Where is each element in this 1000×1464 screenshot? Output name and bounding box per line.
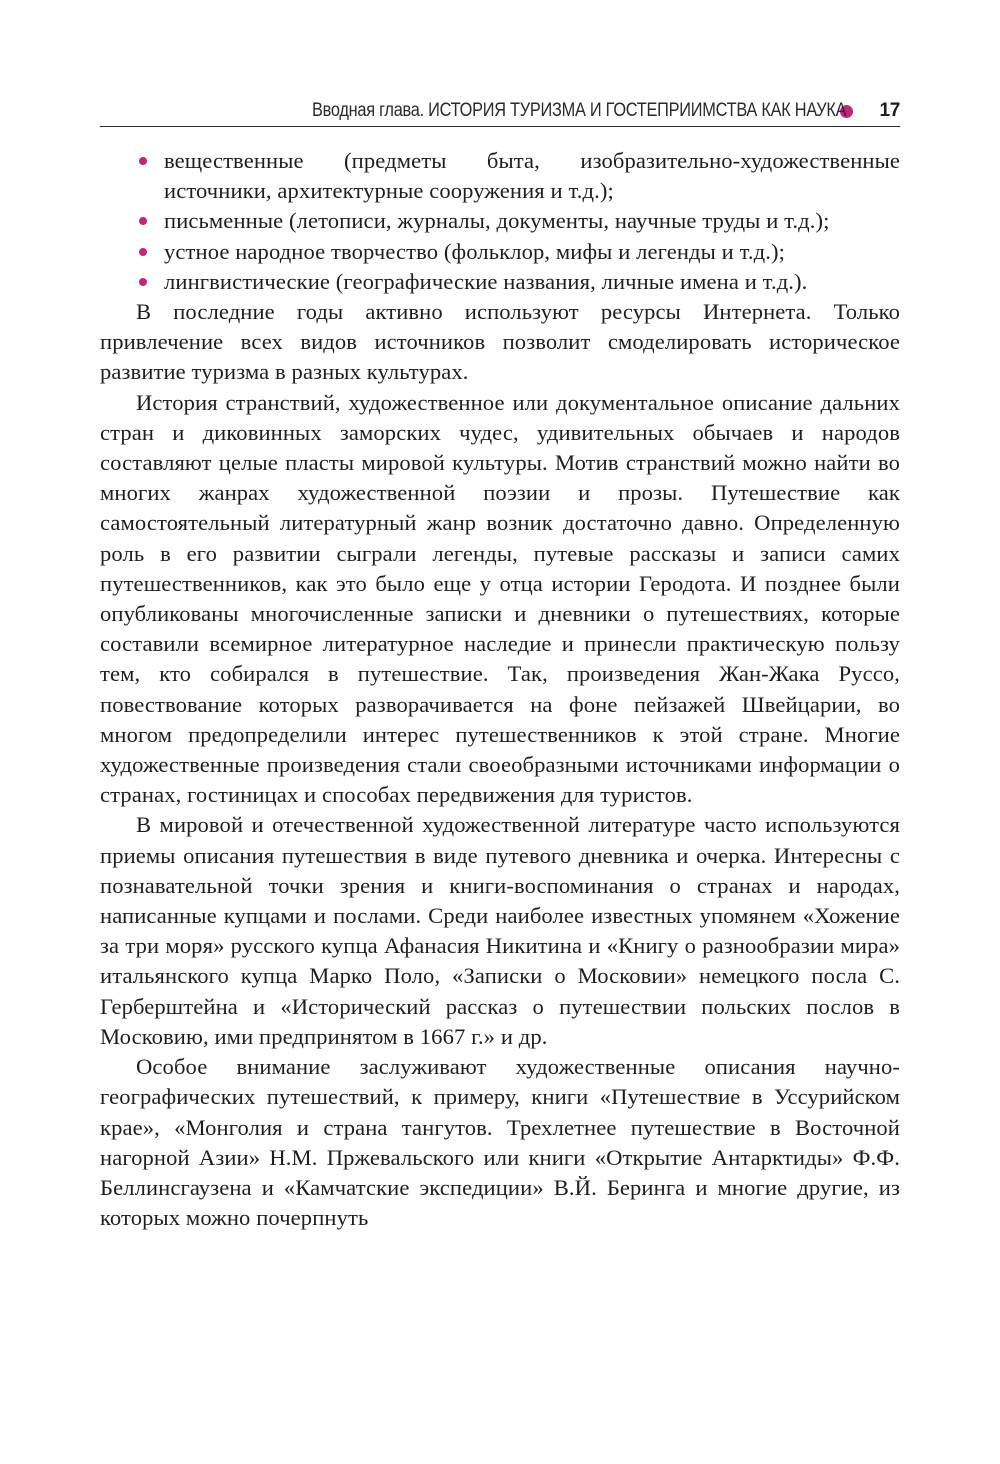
list-item-text: вещественные (предметы быта, изобразительно-художественные источники, архитектурные сооружения и т.д.); <box>164 148 900 204</box>
list-item <box>100 146 900 206</box>
source-types-list <box>100 146 900 297</box>
paragraph-travel-history: История странствий, художественное или документальное описание дальних стран и диковинных заморских чудес, удивительных обычаев и народов составляют целые пласты мировой культуры. Мотив странствий можно найти во многих жанрах художественной поэзии и прозы. Путешествие как самостоятельный литературный жанр возник достаточно давно. Определенную роль в его развитии сыграли легенды, путевые рассказы и записи самих путешественников, как это было еще у отца истории Геродота. И позднее были опубликованы многочисленные записки и дневники о путешествиях, которые составили всемирное литературное наследие и принесли практическую пользу тем, кто собирался в путешествие. Так, произведения Жан-Жака Руссо, повествование которых разворачивается на фоне пейзажей Швейцарии, во многом предопределили интерес путешественников к этой стране. Многие художественные произведения стали своеобразными источниками информации о странах, гостиницах и способах передвижения для туристов. <box>100 389 900 808</box>
list-item-text: лингвистические (географические названия, личные имена и т.д.). <box>164 268 808 294</box>
paragraph-internet-resources: В последние годы активно используют ресурсы Интернета. Только привлечение всех видов источников позволит смоделировать историческое развитие туризма в разных культурах. <box>100 299 900 385</box>
running-header <box>100 96 900 127</box>
paragraph-scientific-expeditions: Особое внимание заслуживают художественные описания научно-географических путешествий, к примеру, книги «Путешествие в Уссурийском крае», «Монголия и страна тангутов. Трехлетнее путешествие в Восточной нагорной Азии» Н.М. Пржевальского или книги «Открытие Антарктиды» Ф.Ф. Беллинсгаузена и «Камчатские экспедиции» В.Й. Беринга и многие другие, из которых можно почерпнуть <box>100 1054 900 1231</box>
bullet-icon <box>139 217 147 225</box>
bullet-icon <box>139 157 147 165</box>
list-item <box>100 206 900 236</box>
list-item <box>100 267 900 297</box>
paragraph-travel-literature: В мировой и отечественной художественной литературе часто используются приемы описания путешествия в виде путевого дневника и очерка. Интересны с познавательной точки зрения и книги-воспоминания о странах и народах, написанные купцами и послами. Среди наиболее известных упомянем «Хожение за три моря» русского купца Афанасия Никитина и «Книгу о разнообразии мира» итальянского купца Марко Поло, «Записки о Московии» немецкого посла С. Герберштейна и «Исторический рассказ о путешествии польских послов в Московию, ими предпринятом в 1667 г.» и др. <box>100 812 900 1049</box>
list-item <box>100 237 900 267</box>
bullet-icon <box>139 278 147 286</box>
bullet-icon <box>139 248 147 256</box>
page-number: 17 <box>879 100 900 121</box>
running-head-title: Вводная глава. ИСТОРИЯ ТУРИЗМА И ГОСТЕПРИИМСТВА КАК НАУКА <box>312 100 847 121</box>
list-item-text: письменные (летописи, журналы, документы, научные труды и т.д.); <box>164 208 830 234</box>
list-item-text: устное народное творчество (фольклор, мифы и легенды и т.д.); <box>164 238 785 264</box>
page-body <box>100 146 900 1233</box>
